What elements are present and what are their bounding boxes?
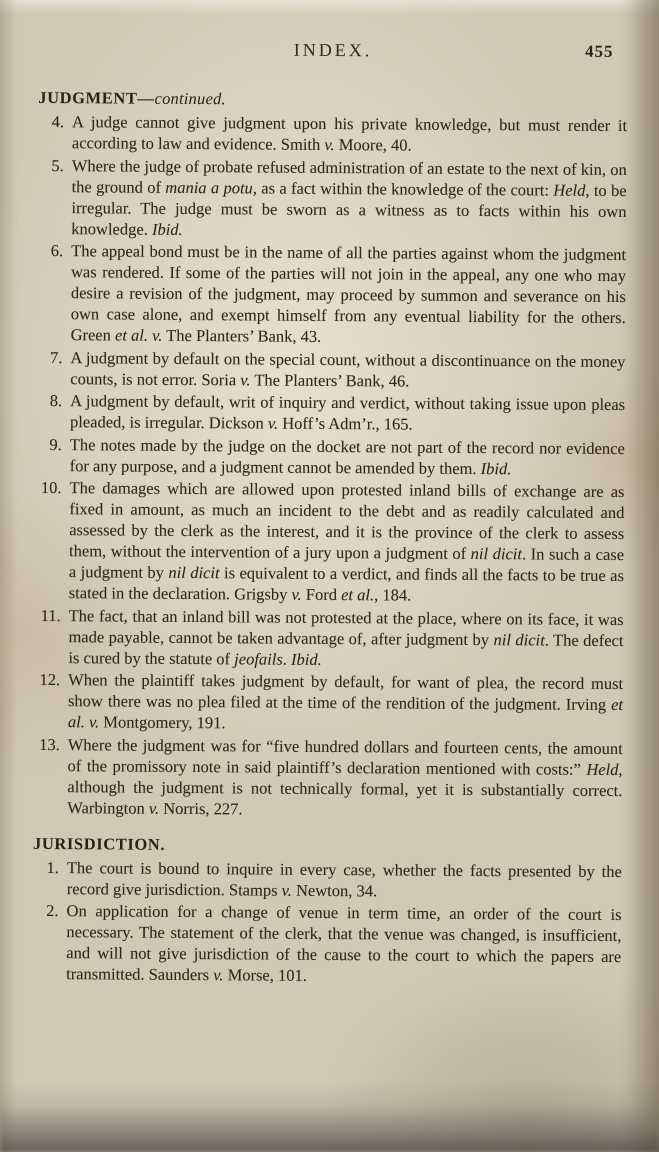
index-entry <box>37 154 627 242</box>
index-entry <box>36 390 625 436</box>
entry-text: On application for a change of venue in term time, an order of the court is necessary. The statement of the clerk, that the venue was changed, is insufficient, and will not give jurisdiction of the cause to the court to which the papers are transmitted. Saunders v. Morse, 101. <box>66 901 622 985</box>
section-heading: JUDGMENT—continued. <box>38 87 226 109</box>
index-entry <box>32 900 622 988</box>
index-section <box>32 833 622 988</box>
index-entry <box>35 477 625 607</box>
entry-number: 4. <box>51 112 65 132</box>
entry-text: A judgment by default, writ of inquiry and verdict, without taking issue upon pleas pleaded, is irregular. Dickson v. Hoff’s Adm’r., 165. <box>69 391 626 434</box>
page-content <box>32 38 628 998</box>
entry-text: The court is bound to inquire in every case, whether the facts presented by the record give jurisdiction. Stamps v. Newton, 34. <box>66 857 622 900</box>
index-section <box>33 88 627 822</box>
scan-edge-shadow-right <box>629 0 659 1152</box>
index-sections <box>32 88 627 988</box>
entry-text: Where the judge of probate refused administration of an estate to the next of kin, on the ground of mania a potu, as a fact within the knowledge of the court: Held, to be irregular. The judge must be sworn as a witness as to facts within his own knowledge. Ibid. <box>71 155 627 239</box>
scan-edge-shadow-bottom <box>0 1106 659 1152</box>
entry-number: 11. <box>40 605 61 625</box>
entry-number: 13. <box>39 734 60 754</box>
page-number: 455 <box>585 41 614 61</box>
page-header <box>38 38 627 68</box>
entry-text: A judge cannot give judgment upon his private knowledge, but must render it according to law and evidence. Smith v. Moore, 40. <box>71 112 628 155</box>
entry-text: When the plaintiff takes judgment by default, for want of plea, the record must show there was no plea filed at the time of the rendition of the judgment. Irving et al. v. Montgomery, 191. <box>67 670 624 733</box>
index-entry <box>34 604 623 671</box>
entry-number: 8. <box>49 391 63 411</box>
entry-number: 5. <box>51 155 64 175</box>
entry-text: The fact, that an inland bill was not protested at the place, where on its face, it was made payable, cannot be taken advantage of, after judgment by nil dicit. The defect is cured by the statute of jeofails. Ibid. <box>68 605 624 669</box>
entry-text: The notes made by the judge on the docket are not part of the record nor evidence for any purpose, and a judgment cannot be amended by them. Ibid. <box>69 434 625 478</box>
index-entry <box>36 346 625 392</box>
entry-number: 2. <box>46 901 59 921</box>
entry-number: 10. <box>40 477 62 498</box>
entry-number: 12. <box>39 669 61 690</box>
index-entry <box>33 733 623 821</box>
entry-text: A judgment by default on the special count, without a discontinuance on the money counts, is not error. Soria v. The Planters’ Bank, 46. <box>70 347 626 391</box>
entry-text: The damages which are allowed upon protested inland bills of exchange are as fixed in amount, as much an incident to the debt and as readily calculated and assessed by the clerk as the interest, and it is the province of the clerk to assess them, without the intervention of a jury upon a judgment of nil dicit. In such a case a judgment by nil dicit is equivalent to a verdict, and finds all the facts to be true as stated in the declaration. Grigsby v. Ford et al., 184. <box>68 478 625 605</box>
header-title: INDEX. <box>293 39 373 61</box>
entry-number: 6. <box>50 241 64 261</box>
index-entry <box>37 240 627 349</box>
section-heading: JURISDICTION. <box>32 833 166 854</box>
entry-text: Where the judgment was for “five hundred dollars and fourteen cents, the amount of the promissory note in said plaintiff’s declaration mentioned with costs:” Held, although the judgment is not technically formal, yet it is substantially correct. Warbington v. Norris, 227. <box>67 734 623 818</box>
index-entry <box>34 669 623 736</box>
index-entry <box>33 856 622 902</box>
index-entry <box>38 111 627 157</box>
entry-text: The appeal bond must be in the name of all the parties against whom the judgment was rendered. If some of the parties will not join in the appeal, any one who may desire a revision of the judgment, may proceed by summon and severance on his own case alone, and exempt himself from any eventual liability for the others. Green et al. v. The Planters’ Bank, 43. <box>70 241 627 346</box>
entry-number: 9. <box>49 434 62 454</box>
index-entry <box>36 433 625 479</box>
entry-number: 7. <box>50 347 63 367</box>
entry-number: 1. <box>46 857 59 877</box>
